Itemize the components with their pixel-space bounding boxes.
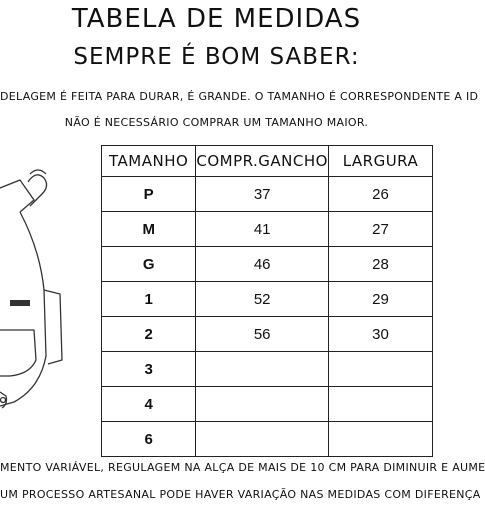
cell-width: 30 <box>328 317 432 352</box>
footer-line-2: UM PROCESSO ARTESANAL PODE HAVER VARIAÇÃO NAS MEDIDAS COM DIFERENÇA <box>0 488 481 501</box>
header-width: LARGURA <box>328 146 432 177</box>
table-row <box>102 352 433 387</box>
page-title: TABELA DE MEDIDAS <box>71 4 362 34</box>
cell-size: 6 <box>102 422 196 457</box>
apron-outline-icon <box>0 160 70 430</box>
intro-line-2: NÃO É NECESSÁRIO COMPRAR UM TAMANHO MAIOR. <box>64 116 369 129</box>
cell-size: 3 <box>102 352 196 387</box>
cell-width <box>328 422 432 457</box>
cell-length: 37 <box>196 177 329 212</box>
cell-length: 56 <box>196 317 329 352</box>
table-row <box>102 387 433 422</box>
cell-size: M <box>102 212 196 247</box>
cell-width: 28 <box>328 247 432 282</box>
cell-width <box>328 387 432 422</box>
cell-width <box>328 352 432 387</box>
cell-length: 46 <box>196 247 329 282</box>
table-row <box>102 317 433 352</box>
cell-length: 41 <box>196 212 329 247</box>
table-row <box>102 282 433 317</box>
table-row <box>102 247 433 282</box>
header-size: TAMANHO <box>102 146 196 177</box>
cell-length <box>196 422 329 457</box>
header-length: COMPR.GANCHO <box>196 146 329 177</box>
size-table <box>101 145 433 457</box>
cell-width: 27 <box>328 212 432 247</box>
cell-size: 2 <box>102 317 196 352</box>
table-row <box>102 177 433 212</box>
cell-width: 26 <box>328 177 432 212</box>
table-row <box>102 422 433 457</box>
cell-length <box>196 387 329 422</box>
cell-size: G <box>102 247 196 282</box>
cell-length: 52 <box>196 282 329 317</box>
table-row <box>102 212 433 247</box>
cell-width: 29 <box>328 282 432 317</box>
cell-size: 4 <box>102 387 196 422</box>
cell-size: P <box>102 177 196 212</box>
table-header-row <box>102 146 433 177</box>
intro-line-1: DELAGEM É FEITA PARA DURAR, É GRANDE. O TAMANHO É CORRESPONDENTE A ID <box>0 90 479 103</box>
cell-size: 1 <box>102 282 196 317</box>
cell-length <box>196 352 329 387</box>
page-subtitle: SEMPRE É BOM SABER: <box>73 44 360 70</box>
footer-line-1: MENTO VARIÁVEL, REGULAGEM NA ALÇA DE MAIS DE 10 CM PARA DIMINUIR E AUME <box>0 461 485 474</box>
